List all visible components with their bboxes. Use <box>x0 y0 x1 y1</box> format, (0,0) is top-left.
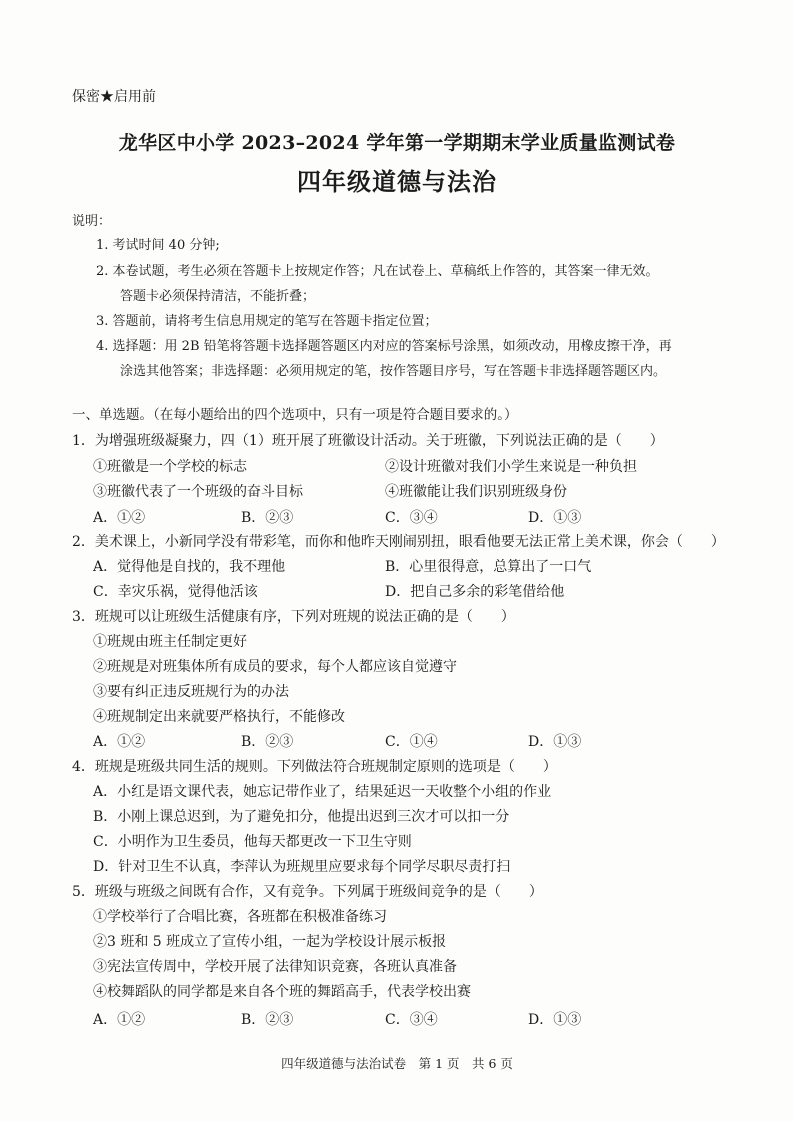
question-2-option-c: C．幸灾乐祸，觉得他活该 <box>93 584 258 600</box>
question-3-statement: ②班规是对班集体所有成员的要求，每个人都应该自觉遵守 <box>93 659 457 675</box>
question-5-statement: ②3 班和 5 班成立了宣传小组，一起为学校设计展示板报 <box>93 934 447 950</box>
note-4-continued: 涂选其他答案；非选择题：必须用规定的笔，按作答题目序号，写在答题卡非选择题答题区内。 <box>120 364 667 379</box>
question-1-stem: 1．为增强班级凝聚力，四（1）班开展了班徽设计活动。关于班徽，下列说法正确的是（ ） <box>72 433 664 449</box>
question-1-statement: ①班徽是一个学校的标志 <box>93 459 247 475</box>
question-3-option-c: C．①④ <box>385 734 438 750</box>
question-2-stem: 2．美术课上，小新同学没有带彩笔，而你和他昨天刚闹别扭，眼看他要无法正常上美术课，你会（ ） <box>72 534 725 550</box>
question-5-statement: ④校舞蹈队的同学都是来自各个班的舞蹈高手，代表学校出赛 <box>93 984 471 1000</box>
question-1-option-a: A．①② <box>93 510 146 526</box>
question-3-statement: ①班规由班主任制定更好 <box>93 634 247 650</box>
exam-subtitle: 四年级道德与法治 <box>297 167 497 196</box>
question-4-option-d: D．针对卫生不认真，李萍认为班规里应要求每个同学尽职尽责打扫 <box>93 859 511 875</box>
question-5-option-a: A．①② <box>93 1012 146 1028</box>
question-2-option-b: B．心里很得意，总算出了一口气 <box>385 559 592 575</box>
question-1-statement: ④班徽能让我们识别班级身份 <box>385 484 567 500</box>
question-3-option-b: B．②③ <box>241 734 294 750</box>
question-4-option-b: B．小刚上课总迟到，为了避免扣分，他提出迟到三次才可以扣一分 <box>93 809 510 825</box>
question-3-option-d: D．①③ <box>528 734 582 750</box>
question-4-option-c: C．小明作为卫生委员，他每天都更改一下卫生守则 <box>93 834 412 850</box>
question-3-statement: ③要有纠正违反班规行为的办法 <box>93 684 289 700</box>
note-2: 2. 本卷试题，考生必须在答题卡上按规定作答；凡在试卷上、草稿纸上作答的，其答案一律无效。 <box>96 264 659 279</box>
question-3-stem: 3．班规可以让班级生活健康有序，下列对班规的说法正确的是（ ） <box>72 609 515 625</box>
question-1-option-b: B．②③ <box>241 510 294 526</box>
note-2-continued: 答题卡必须保持清洁，不能折叠； <box>120 289 316 304</box>
confidential-label: 保密★启用前 <box>72 89 156 105</box>
question-1-option-d: D．①③ <box>528 510 582 526</box>
question-5-stem: 5．班级与班级之间既有合作，又有竞争。下列属于班级间竞争的是（ ） <box>72 884 543 900</box>
question-2-option-a: A．觉得他是自找的，我不理他 <box>93 559 286 575</box>
notes-heading: 说明： <box>72 214 112 229</box>
question-1-option-c: C．③④ <box>385 510 438 526</box>
question-5-option-c: C．③④ <box>385 1012 438 1028</box>
question-5-option-b: B．②③ <box>241 1012 294 1028</box>
question-1-statement: ②设计班徽对我们小学生来说是一种负担 <box>385 459 637 475</box>
question-5-statement: ①学校举行了合唱比赛，各班都在积极准备练习 <box>93 909 387 925</box>
note-1: 1. 考试时间 40 分钟; <box>96 238 220 253</box>
question-3-statement: ④班规制定出来就要严格执行，不能修改 <box>93 709 345 725</box>
question-3-option-a: A．①② <box>93 734 146 750</box>
exam-title: 龙华区中小学 2023–2024 学年第一学期期末学业质量监测试卷 <box>118 132 676 154</box>
question-4-option-a: A．小红是语文课代表，她忘记带作业了，结果延迟一天收整个小组的作业 <box>93 784 552 800</box>
note-4: 4. 选择题：用 2B 铅笔将答题卡选择题答题区内对应的答案标号涂黑，如须改动，用橡皮擦干净，再 <box>96 339 672 354</box>
question-2-option-d: D．把自己多余的彩笔借给他 <box>385 584 565 600</box>
question-4-stem: 4．班规是班级共同生活的规则。下列做法符合班规制定原则的选项是（ ） <box>72 759 557 775</box>
question-5-option-d: D．①③ <box>528 1012 582 1028</box>
note-3: 3. 答题前，请将考生信息用规定的笔写在答题卡指定位置； <box>96 314 438 329</box>
page-footer: 四年级道德与法治试卷 第 1 页 共 6 页 <box>281 1056 513 1071</box>
question-5-statement: ③宪法宣传周中，学校开展了法律知识竞赛，各班认真准备 <box>93 959 457 975</box>
section-heading: 一、单选题。（在每小题给出的四个选项中，只有一项是符合题目要求的。） <box>72 407 518 423</box>
question-1-statement: ③班徽代表了一个班级的奋斗目标 <box>93 484 303 500</box>
